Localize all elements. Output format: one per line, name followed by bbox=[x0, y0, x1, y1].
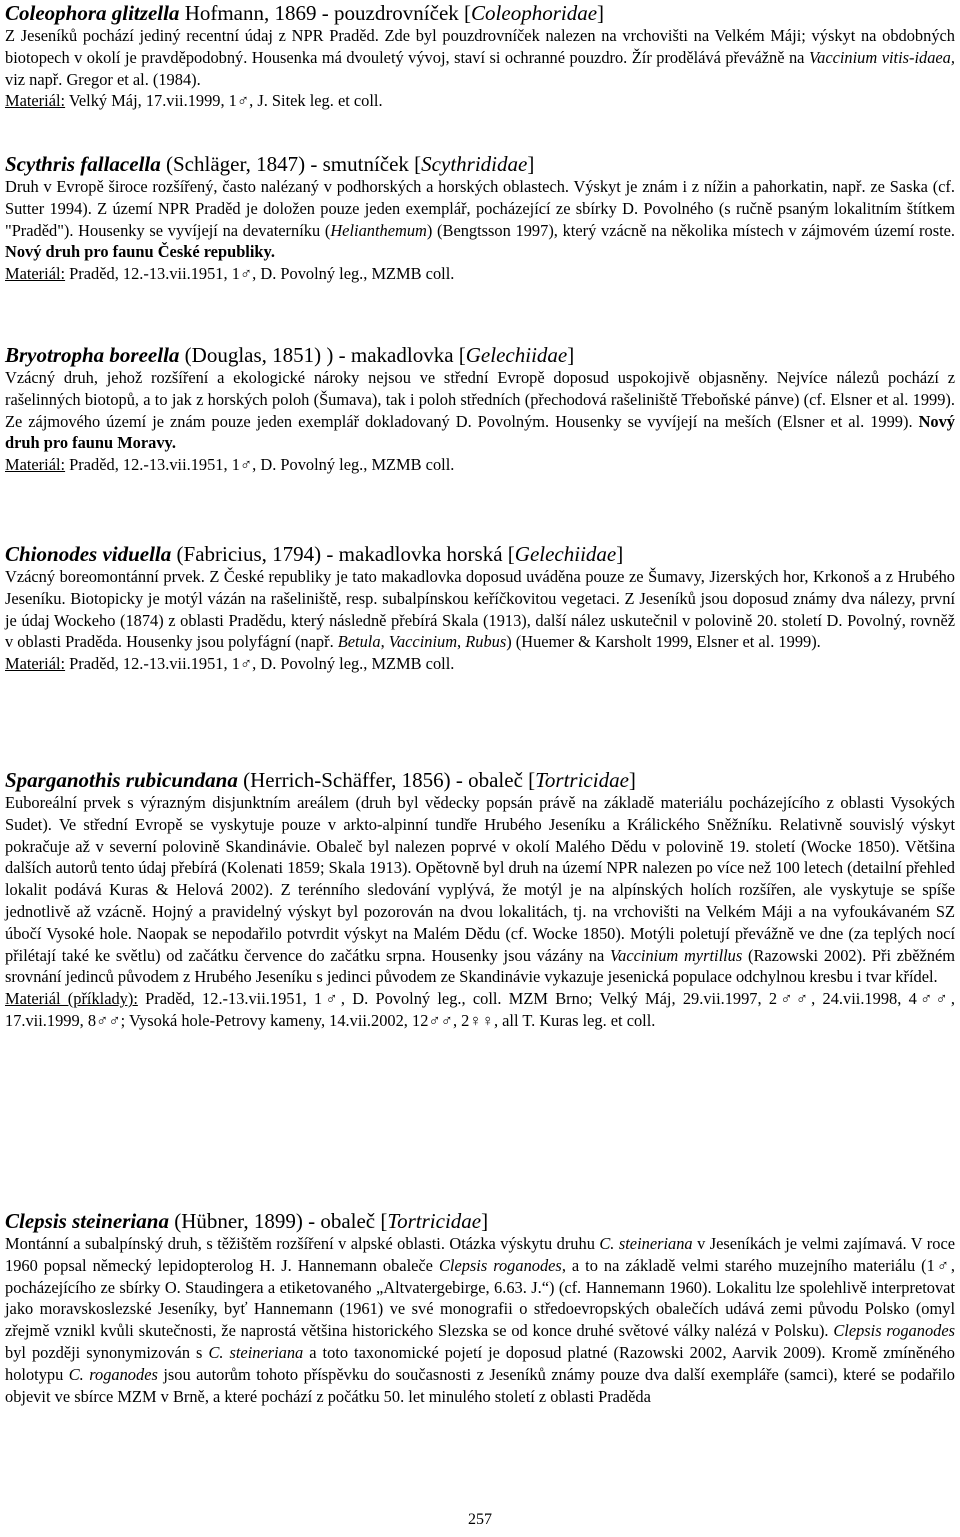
species-heading bbox=[5, 542, 955, 566]
material-line bbox=[5, 653, 955, 675]
species-name: Coleophora glitzella bbox=[5, 1, 180, 25]
family-name: Gelechiidae bbox=[465, 343, 568, 367]
page-number: 257 bbox=[468, 1511, 492, 1528]
species-author: (Herrich-Schäffer, 1856) - obaleč [ bbox=[237, 768, 536, 792]
species-description bbox=[5, 25, 955, 90]
text-run: ) (Bengtsson 1997), který vzácně na několika místech v zájmovém území roste. bbox=[426, 220, 956, 240]
material-text: Praděd, 12.-13.vii.1951, 1♂, D. Povolný leg., MZMB coll. bbox=[65, 654, 455, 674]
species-heading bbox=[5, 343, 955, 367]
text-run: , a to na základě velmi starého muzejního materiálu (1♂, pocházejícího ze sbírky O. Staudingera a etiketovaného „Altvatergebirge, 6.63. J.“) (cf. Hannemann 1960). Lokalitu lze spolehlivě interpretovat jako moravskoslezské Jeseníky, byť Hannemann (1961) ve své monografii o středoevropských obalečích udává zemi původu Polsko (omyl zřejmě vznikl kvůli skutečnosti, že naprostá většina historického Slezska se od konce druhé světové války nalézá v Polsku). bbox=[5, 1255, 955, 1341]
italic-taxon: Vaccinium myrtillus bbox=[609, 945, 743, 965]
heading-bracket: ] bbox=[567, 343, 575, 367]
species-name: Scythris fallacella bbox=[5, 152, 161, 176]
italic-taxon: C. steineriana bbox=[208, 1342, 304, 1362]
material-line bbox=[5, 90, 955, 112]
text-run: (Razowski 2002). Při zběžném srovnání jedinců původem z Hrubého Jeseníku s jedinci původem ze Skandinávie vykazuje jesenická populace odchylnou kresbu i tvar křídel. bbox=[5, 945, 955, 987]
family-name: Coleophoridae bbox=[471, 1, 598, 25]
species-description bbox=[5, 367, 955, 454]
text-run: a toto taxonomické pojetí je doposud platné (Razowski 2002, Aarvik 2009). Kromě zmíněného holotypu bbox=[5, 1342, 955, 1384]
material-label: Materiál: bbox=[5, 455, 66, 475]
text-run: viz např. Gregor et al. (1984). bbox=[5, 69, 201, 89]
species-entry bbox=[5, 1, 955, 112]
family-name: Gelechiidae bbox=[514, 542, 617, 566]
new-record-note: Nový druh pro faunu České republiky. bbox=[5, 242, 275, 262]
material-line bbox=[5, 454, 955, 476]
text-run: v Jeseníkách je velmi zajímavá. V roce 1960 popsal německý lepidopterolog H. J. Hannemann obaleče bbox=[5, 1234, 955, 1275]
material-text: Praděd, 12.-13.vii.1951, 1♂, D. Povolný leg., coll. MZM Brno; Velký Máj, 29.vii.1997, 2♂♂, 24.vii.1998, 4♂♂, 17.vii.1999, 8♂♂; Vysoká hole-Petrovy kameny, 14.vii.2002, 12♂♂, 2♀♀, all T. Kuras leg. et coll. bbox=[5, 989, 955, 1030]
italic-taxon: Clepsis roganodes bbox=[438, 1255, 562, 1275]
italic-taxon: Helianthemum bbox=[330, 220, 427, 240]
family-name: Tortricidae bbox=[387, 1209, 482, 1233]
text-run: byl později synonymizován s bbox=[5, 1342, 209, 1362]
italic-taxon: Clepsis roganodes bbox=[833, 1321, 955, 1341]
italic-taxon: Vaccinium bbox=[388, 632, 458, 652]
material-label: Materiál: bbox=[5, 654, 66, 674]
species-description bbox=[5, 566, 955, 653]
italic-taxon: Vaccinium vitis-idaea, bbox=[808, 47, 955, 67]
text-run: Druh v Evropě široce rozšířený, často nalézaný v podhorských a horských oblastech. Výskyt je znám i z nížin a pahorkatin, např. ze Saska (cf. Sutter 1994). Z území NPR Praděd je doložen pouze jeden exemplář, pocházející ze sbírky D. Povolného (s ručně psaným lokalitním štítkem "Praděd"). Housenky se vyvíjejí na devaterníku ( bbox=[5, 177, 955, 240]
new-record-note: Nový druh pro faunu Moravy. bbox=[5, 411, 955, 453]
italic-taxon: Betula bbox=[337, 632, 381, 652]
material-text: Velký Máj, 17.vii.1999, 1♂, J. Sitek leg. et coll. bbox=[65, 91, 383, 111]
text-run: Vzácný druh, jehož rozšíření a ekologické nároky nejsou ve střední Evropě doposud uspokojivě objasněny. Nejvíce nálezů pochází z rašelinných biotopů, a to jak z horských poloh (Šumava), tak i poloh středních (přechodová rašeliniště Třeboňské pánve) (cf. Elsner et al. 1999). Ze zájmového území je znám pouze jeden exemplář dokladovaný D. Povolným. Housenky se vyvíjejí na meších (Elsner et al. 1999). bbox=[5, 368, 955, 431]
text-run: Z Jeseníků pochází jediný recentní údaj z NPR Praděd. Zde byl pouzdrovníček nalezen na vrchovišti na Velkém Máji; výskyt na obdobných biotopech v okolí je pravděpodobný. Housenka má dvouletý vývoj, staví si ochranné pouzdro. bbox=[5, 26, 955, 67]
text-run: , bbox=[457, 632, 466, 652]
species-description bbox=[5, 792, 955, 988]
heading-bracket: ] bbox=[597, 1, 605, 25]
species-heading bbox=[5, 1209, 955, 1233]
species-name: Sparganothis rubicundana bbox=[5, 768, 238, 792]
heading-bracket: ] bbox=[628, 768, 636, 792]
material-label: Materiál: bbox=[5, 264, 66, 284]
species-author: (Schläger, 1847) - smutníček [ bbox=[160, 152, 422, 176]
text-run: jsou autorům tohoto příspěvku do současnosti z Jeseníků známy pouze dva další exempláře (samci), které se podařilo objevit ve sbírce MZM v Brně, a které pochází z počátku 50. let minulého století z oblasti Praděda bbox=[5, 1364, 955, 1406]
italic-taxon: C. steineriana bbox=[599, 1234, 693, 1253]
species-entry bbox=[5, 768, 955, 1032]
species-author: (Douglas, 1851) ) - makadlovka [ bbox=[179, 343, 466, 367]
text-run: Montánní a subalpínský druh, s těžištěm rozšíření v alpské oblasti. Otázka výskytu druhu bbox=[5, 1234, 600, 1253]
species-heading bbox=[5, 152, 955, 176]
family-name: Scythrididae bbox=[421, 152, 528, 176]
material-text: Praděd, 12.-13.vii.1951, 1♂, D. Povolný leg., MZMB coll. bbox=[65, 455, 455, 475]
species-author: Hofmann, 1869 - pouzdrovníček [ bbox=[179, 1, 472, 25]
species-author: (Fabricius, 1794) - makadlovka horská [ bbox=[171, 542, 515, 566]
text-run: Vzácný boreomontánní prvek. Z České republiky je tato makadlovka doposud uváděna pouze ze Šumavy, Jizerských hor, Krkonoš a z Hrubého Jeseníku. Biotopicky je motýl vázán na rašeliniště, resp. subalpínskou keříčkovitou vegetaci. Z Jeseníků jsou doposud známy dva nálezy, první je údaj Wockeho (1874) z oblasti Pradědu, který následně přebírá Skala (1913), další nález uskutečnil v polovině 20. století D. Povolný, rovněž v oblasti Praděda. Housenky jsou polyfágní (např. bbox=[5, 567, 955, 652]
species-name: Chionodes viduella bbox=[5, 542, 172, 566]
heading-bracket: ] bbox=[616, 542, 624, 566]
text-run: Euboreální prvek s výrazným disjunktním areálem (druh byl vědecky popsán právě na základě materiálu pocházejícího z oblasti Vysokých Sudet). Ve střední Evropě se vyskytuje pouze v arkto-alpinní tundře Hrubého Jeseníku a Králického Sněžníku. Relativně souvislý výskyt pokračuje až v severní polovině Skandinávie. Obaleč byl nalezen poprvé v okolí Malého Dědu v polovině 19. století (Wocke 1850). Většina dalších autorů tento údaj přebírá (Kolenati 1859; Skala 1913). Opětovně byl druh na území NPR nalezen po více než 100 letech (detailní přehled lokalit podává Kuras & Helová 2002). Z terénního sledování vyplývá, že motýl je na alpínských holích rozšířen, ale vyskytuje se spíše jednotlivě až vzácně. Hojný a pravidelný výskyt byl pozorován na dvou lokalitách, tj. na vrchovišti na Velkém Máji a na vyfoukávaném SZ úbočí Vysoké hole. Naopak se nepodařilo potvrdit výskyt na Malém Dědu (cf. Wocke 1850). Motýli poletují převážně ve dne (za teplých nocí přilétají také ke světlu) od začátku července do začátku srpna. Housenky jsou vázány na bbox=[5, 793, 955, 965]
species-entry bbox=[5, 152, 955, 285]
heading-bracket: ] bbox=[481, 1209, 489, 1233]
species-name: Clepsis steineriana bbox=[5, 1209, 169, 1233]
italic-taxon: Rubus bbox=[465, 632, 507, 652]
material-label: Materiál: bbox=[5, 91, 66, 111]
species-entry bbox=[5, 542, 955, 675]
species-description bbox=[5, 1233, 955, 1407]
text-run: ) (Huemer & Karsholt 1999, Elsner et al. 1999). bbox=[506, 632, 821, 652]
species-entry bbox=[5, 343, 955, 476]
species-heading bbox=[5, 1, 955, 25]
heading-bracket: ] bbox=[527, 152, 535, 176]
species-name: Bryotropha boreella bbox=[5, 343, 180, 367]
text-run: , bbox=[380, 632, 389, 652]
species-author: (Hübner, 1899) - obaleč [ bbox=[168, 1209, 388, 1233]
material-text: Praděd, 12.-13.vii.1951, 1♂, D. Povolný leg., MZMB coll. bbox=[65, 264, 455, 284]
material-line bbox=[5, 988, 955, 1032]
species-entry bbox=[5, 1209, 955, 1407]
family-name: Tortricidae bbox=[535, 768, 629, 792]
species-description bbox=[5, 176, 955, 263]
text-run: Žír prodělává převážně na bbox=[631, 47, 809, 67]
species-heading bbox=[5, 768, 955, 792]
material-label: Materiál (příklady): bbox=[5, 989, 138, 1009]
italic-taxon: C. roganodes bbox=[68, 1364, 158, 1384]
material-line bbox=[5, 263, 955, 285]
